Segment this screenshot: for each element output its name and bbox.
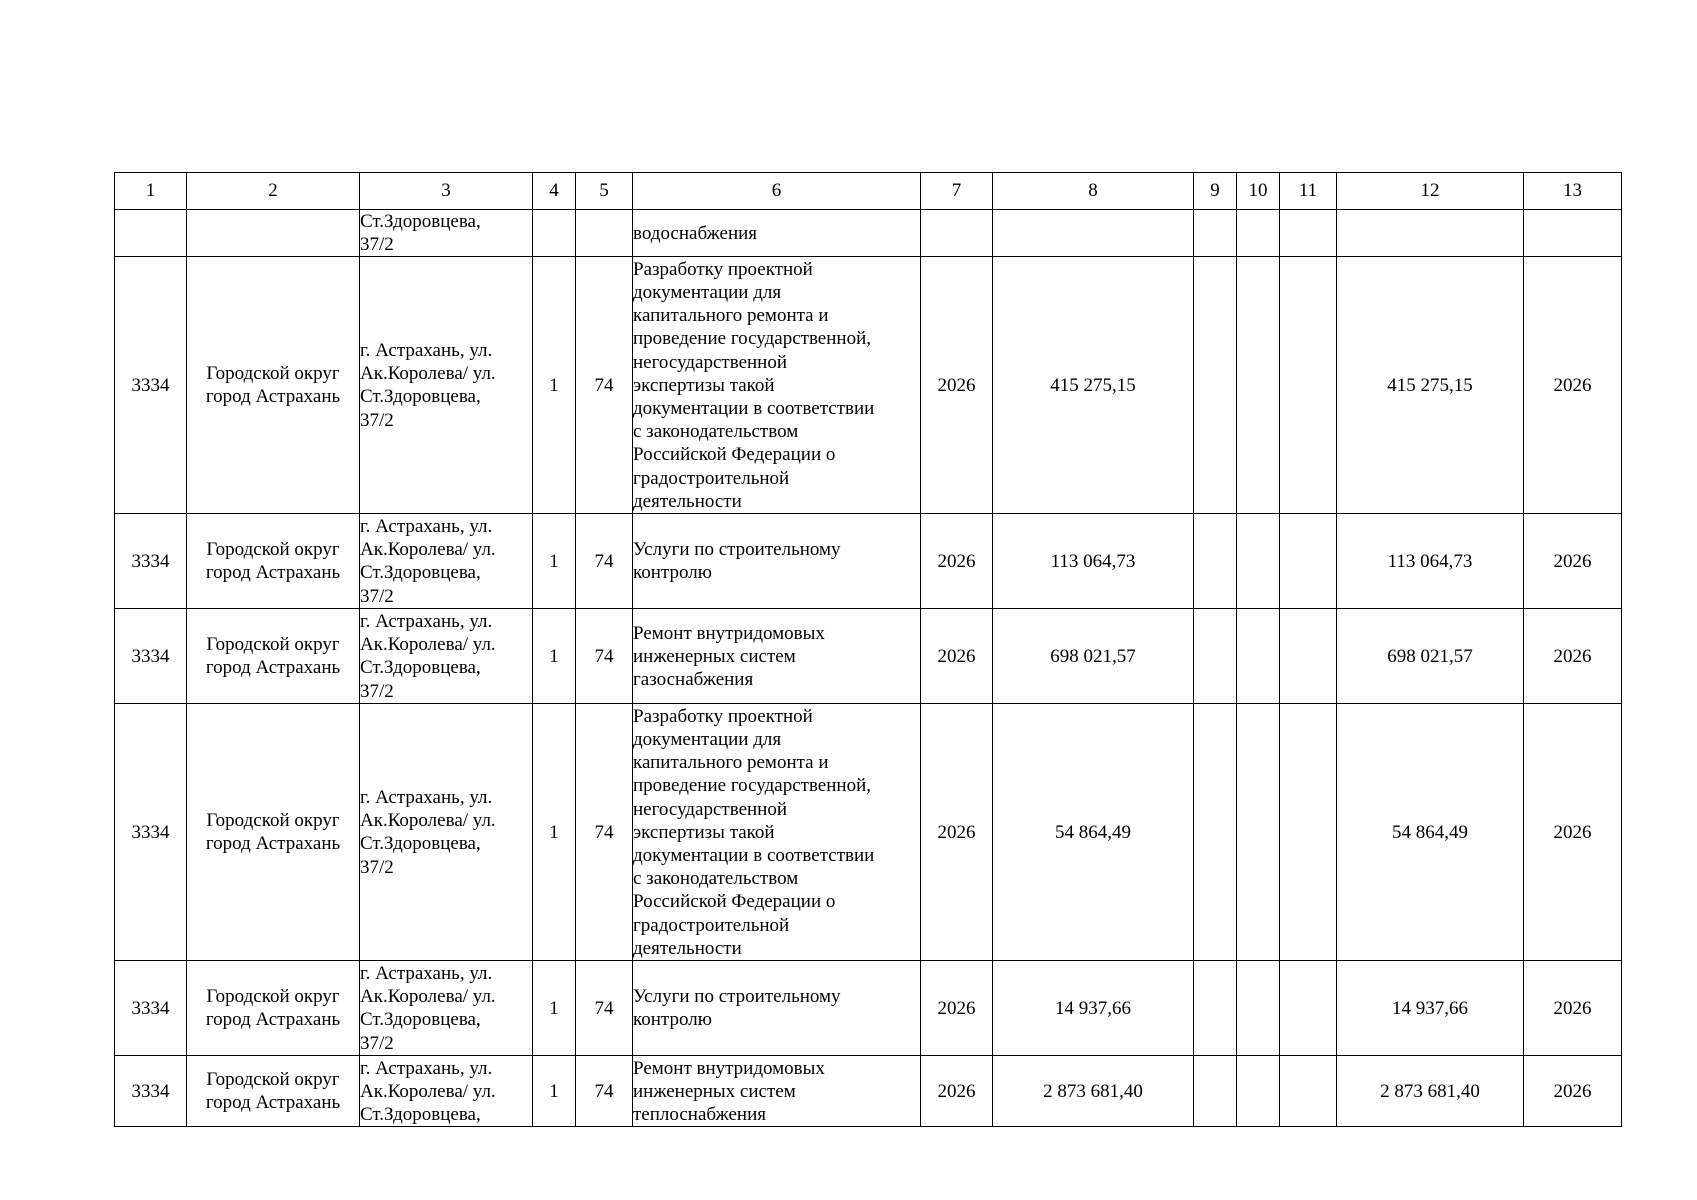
cell-text: 2026 (1553, 1080, 1592, 1102)
cell-code (115, 257, 187, 514)
cell-address (360, 961, 533, 1056)
column-header: 1 (115, 173, 187, 210)
header-row (115, 173, 1622, 210)
cell-col11 (1280, 257, 1337, 514)
cell-amount (993, 1056, 1194, 1127)
cell-year (921, 210, 993, 257)
cell-col9 (1194, 961, 1237, 1056)
table-row (115, 704, 1622, 961)
cell-text: 2026 (1553, 550, 1592, 572)
cell-work-type (633, 514, 921, 609)
cell-address (360, 210, 533, 257)
cell-col5 (576, 257, 633, 514)
cell-year-end (1524, 210, 1622, 257)
column-header: 5 (576, 173, 633, 210)
cell-year-end (1524, 704, 1622, 961)
cell-text: 113 064,73 (1050, 550, 1136, 572)
cell-text: 698 021,57 (1050, 645, 1136, 667)
cell-col10 (1237, 514, 1280, 609)
cell-text: 2026 (937, 997, 976, 1019)
table-row (115, 514, 1622, 609)
cell-amount-total (1337, 609, 1524, 704)
cell-col4 (533, 609, 576, 704)
cell-year (921, 1056, 993, 1127)
cell-text: 2026 (1553, 374, 1592, 396)
column-header: 13 (1524, 173, 1622, 210)
cell-year-end (1524, 257, 1622, 514)
cell-text: 74 (594, 374, 614, 396)
cell-text: 3334 (131, 374, 170, 396)
cell-municipality (187, 609, 360, 704)
cell-text: 2026 (937, 374, 976, 396)
cell-amount-total (1337, 1056, 1524, 1127)
cell-text: 2026 (937, 1080, 976, 1102)
cell-amount-total (1337, 961, 1524, 1056)
cell-amount (993, 514, 1194, 609)
cell-work-type (633, 257, 921, 514)
cell-col9 (1194, 609, 1237, 704)
cell-col10 (1237, 704, 1280, 961)
cell-work-type (633, 210, 921, 257)
cell-text: Разработку проектной документации для капитального ремонта и проведение государственной, негосударственной экспертизы такой документации в соответствии с законодательством Российской Федерации о градостроительной деятельности (633, 258, 875, 512)
cell-text: Городской округ город Астрахань (205, 539, 341, 584)
cell-year-end (1524, 961, 1622, 1056)
column-header: 10 (1237, 173, 1280, 210)
cell-text: 1 (549, 550, 559, 572)
cell-col9 (1194, 514, 1237, 609)
cell-text: Ремонт внутридомовых инженерных систем газоснабжения (633, 622, 825, 690)
column-header: 2 (187, 173, 360, 210)
cell-text: Городской округ город Астрахань (205, 363, 341, 408)
cell-col5 (576, 210, 633, 257)
cell-text: 3334 (131, 997, 170, 1019)
cell-text: Ст.Здоровцева, 37/2 (360, 211, 481, 256)
cell-text: 14 937,66 (1392, 997, 1468, 1019)
cell-year (921, 257, 993, 514)
cell-text: 74 (594, 550, 614, 572)
cell-text: 74 (594, 821, 614, 843)
column-header: 11 (1280, 173, 1337, 210)
cell-col5 (576, 961, 633, 1056)
cell-col10 (1237, 210, 1280, 257)
cell-col4 (533, 704, 576, 961)
cell-text: 54 864,49 (1392, 821, 1468, 843)
cell-municipality (187, 514, 360, 609)
cell-text: 3334 (131, 821, 170, 843)
cell-text: г. Астрахань, ул. Ак.Королева/ ул. Ст.Здоровцева, 37/2 (360, 963, 496, 1054)
column-header: 12 (1337, 173, 1524, 210)
cell-work-type (633, 704, 921, 961)
table-body (115, 210, 1622, 1127)
cell-year (921, 514, 993, 609)
cell-text: 1 (549, 997, 559, 1019)
cell-col4 (533, 257, 576, 514)
cell-text: 2 873 681,40 (1043, 1080, 1143, 1102)
cell-text: Городской округ город Астрахань (205, 1069, 341, 1114)
cell-col10 (1237, 609, 1280, 704)
cell-amount (993, 257, 1194, 514)
table-row (115, 210, 1622, 257)
cell-text: 54 864,49 (1055, 821, 1131, 843)
table-row (115, 1056, 1622, 1127)
table-row (115, 609, 1622, 704)
data-table (114, 172, 1622, 1127)
cell-municipality (187, 961, 360, 1056)
cell-text: г. Астрахань, ул. Ак.Королева/ ул. Ст.Здоровцева, 37/2 (360, 611, 496, 702)
column-header: 4 (533, 173, 576, 210)
cell-code (115, 704, 187, 961)
cell-text: 3334 (131, 1080, 170, 1102)
cell-text: г. Астрахань, ул. Ак.Королева/ ул. Ст.Здоровцева, 37/2 (360, 787, 496, 878)
cell-year-end (1524, 514, 1622, 609)
cell-col9 (1194, 210, 1237, 257)
cell-col10 (1237, 257, 1280, 514)
cell-col11 (1280, 609, 1337, 704)
cell-text: 2026 (1553, 997, 1592, 1019)
cell-text: 2 873 681,40 (1380, 1080, 1480, 1102)
cell-text: 2026 (937, 645, 976, 667)
cell-text: Услуги по строительному контролю (633, 986, 841, 1031)
cell-text: 14 937,66 (1055, 997, 1131, 1019)
cell-col11 (1280, 210, 1337, 257)
cell-work-type (633, 609, 921, 704)
cell-text: г. Астрахань, ул. Ак.Королева/ ул. Ст.Здоровцева, 37/2 (360, 516, 496, 607)
cell-col9 (1194, 1056, 1237, 1127)
cell-col4 (533, 961, 576, 1056)
cell-text: г. Астрахань, ул. Ак.Королева/ ул. Ст.Здоровцева, 37/2 (360, 340, 496, 431)
cell-col4 (533, 514, 576, 609)
cell-address (360, 609, 533, 704)
cell-year-end (1524, 1056, 1622, 1127)
cell-amount (993, 961, 1194, 1056)
cell-text: 1 (549, 1080, 559, 1102)
cell-text: Разработку проектной документации для капитального ремонта и проведение государственной, негосударственной экспертизы такой документации в соответствии с законодательством Российской Федерации о градостроительной деятельности (633, 705, 875, 959)
cell-text: 1 (549, 645, 559, 667)
cell-text: Ремонт внутридомовых инженерных систем теплоснабжения (633, 1057, 825, 1125)
cell-col5 (576, 704, 633, 961)
cell-address (360, 514, 533, 609)
cell-text: 415 275,15 (1050, 374, 1136, 396)
table-row (115, 961, 1622, 1056)
cell-text: 698 021,57 (1387, 645, 1473, 667)
cell-text: 2026 (1553, 821, 1592, 843)
cell-amount-total (1337, 514, 1524, 609)
cell-municipality (187, 210, 360, 257)
column-header: 6 (633, 173, 921, 210)
table-row (115, 257, 1622, 514)
cell-work-type (633, 1056, 921, 1127)
cell-text: Городской округ город Астрахань (205, 810, 341, 855)
cell-text: 2026 (937, 821, 976, 843)
cell-municipality (187, 257, 360, 514)
cell-col11 (1280, 961, 1337, 1056)
cell-col9 (1194, 704, 1237, 961)
cell-col9 (1194, 257, 1237, 514)
cell-address (360, 1056, 533, 1127)
cell-text: Услуги по строительному контролю (633, 539, 841, 584)
cell-text: 2026 (1553, 645, 1592, 667)
cell-code (115, 210, 187, 257)
cell-col4 (533, 1056, 576, 1127)
cell-text: 74 (594, 1080, 614, 1102)
column-header: 3 (360, 173, 533, 210)
cell-amount (993, 704, 1194, 961)
cell-code (115, 961, 187, 1056)
cell-year (921, 609, 993, 704)
cell-year (921, 961, 993, 1056)
cell-text: 1 (549, 821, 559, 843)
cell-col11 (1280, 704, 1337, 961)
cell-col10 (1237, 1056, 1280, 1127)
cell-municipality (187, 1056, 360, 1127)
cell-address (360, 704, 533, 961)
cell-text: 113 064,73 (1387, 550, 1473, 572)
column-header: 9 (1194, 173, 1237, 210)
cell-text: г. Астрахань, ул. Ак.Королева/ ул. Ст.Здоровцева, (360, 1057, 496, 1125)
cell-text: 3334 (131, 550, 170, 572)
cell-col5 (576, 609, 633, 704)
cell-year-end (1524, 609, 1622, 704)
cell-col4 (533, 210, 576, 257)
cell-col10 (1237, 961, 1280, 1056)
cell-code (115, 609, 187, 704)
column-header: 7 (921, 173, 993, 210)
cell-text: 3334 (131, 645, 170, 667)
cell-text: 2026 (937, 550, 976, 572)
cell-col11 (1280, 1056, 1337, 1127)
cell-col5 (576, 1056, 633, 1127)
cell-amount-total (1337, 210, 1524, 257)
cell-amount-total (1337, 257, 1524, 514)
cell-work-type (633, 961, 921, 1056)
cell-text: Городской округ город Астрахань (205, 986, 341, 1031)
cell-text: 74 (594, 997, 614, 1019)
cell-amount-total (1337, 704, 1524, 961)
cell-code (115, 1056, 187, 1127)
cell-amount (993, 210, 1194, 257)
cell-address (360, 257, 533, 514)
cell-text: Городской округ город Астрахань (205, 634, 341, 679)
cell-amount (993, 609, 1194, 704)
column-header: 8 (993, 173, 1194, 210)
cell-col5 (576, 514, 633, 609)
cell-text: 74 (594, 645, 614, 667)
cell-year (921, 704, 993, 961)
cell-municipality (187, 704, 360, 961)
cell-col11 (1280, 514, 1337, 609)
cell-text: 415 275,15 (1387, 374, 1473, 396)
cell-text: водоснабжения (633, 222, 758, 244)
cell-code (115, 514, 187, 609)
cell-text: 1 (549, 374, 559, 396)
